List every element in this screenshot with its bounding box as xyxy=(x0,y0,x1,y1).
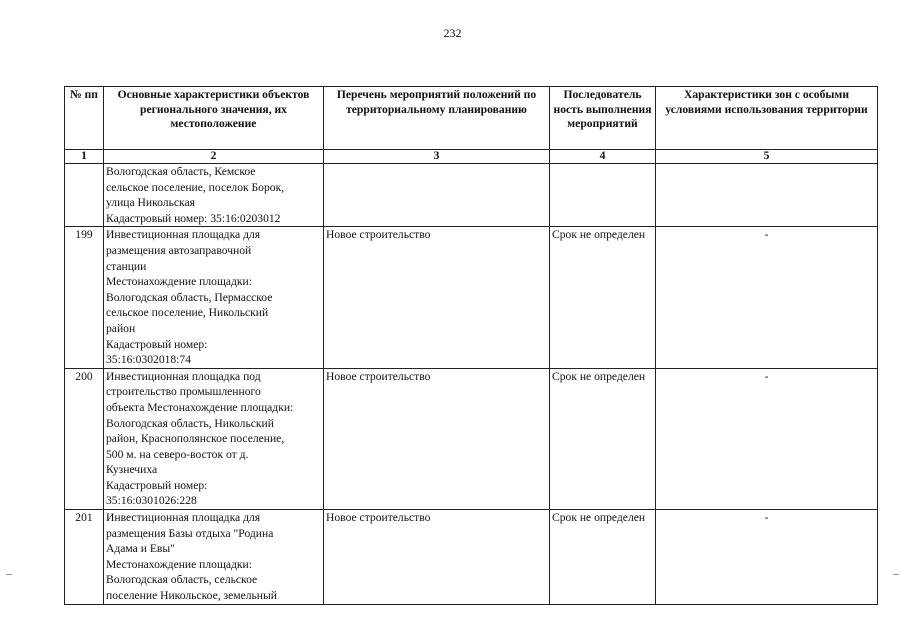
characteristics-line: Вологодская область, Пермасское xyxy=(106,290,273,304)
column-number-row xyxy=(65,150,878,164)
sequence-cell xyxy=(550,164,656,227)
characteristics-line: 35:16:0301026:228 xyxy=(106,494,197,508)
column-number: 2 xyxy=(104,150,324,164)
characteristics-line: Инвестиционная площадка для xyxy=(106,511,261,525)
row-number xyxy=(65,164,104,227)
zones-cell xyxy=(656,164,878,227)
characteristics-line: станции xyxy=(106,259,147,273)
characteristics-line: Инвестиционная площадка для xyxy=(106,228,261,242)
object-characteristics xyxy=(104,227,324,368)
characteristics-line: строительство промышленного xyxy=(106,385,261,399)
header-number: № пп xyxy=(65,87,104,150)
zones-cell: - xyxy=(656,510,878,605)
header-measures: Перечень мероприятий положений по территориальному планированию xyxy=(324,87,550,150)
object-characteristics xyxy=(104,368,324,509)
header-sequence: Последователь ность выполнения мероприятий xyxy=(550,87,656,150)
column-number: 1 xyxy=(65,150,104,164)
object-characteristics xyxy=(104,510,324,605)
column-number: 4 xyxy=(550,150,656,164)
characteristics-line: 500 м. на северо-восток от д. xyxy=(106,447,249,461)
characteristics-line: Вологодская область, Кемское xyxy=(106,165,256,178)
characteristics-line: Вологодская область, Никольский xyxy=(106,416,274,430)
characteristics-line: размещения автозаправочной xyxy=(106,243,252,257)
scan-edge-mark-right xyxy=(893,574,899,575)
characteristics-line: Местонахождение площадки: xyxy=(106,275,252,289)
characteristics-line: объекта Местонахождение площадки: xyxy=(106,400,294,414)
object-characteristics xyxy=(104,164,324,227)
sequence-cell: Срок не определен xyxy=(550,368,656,509)
characteristics-line: улица Никольская xyxy=(106,196,195,210)
characteristics-line: поселение Никольское, земельный xyxy=(106,589,277,603)
characteristics-line: Вологодская область, сельское xyxy=(106,573,258,587)
characteristics-line: Адама и Евы" xyxy=(106,542,175,556)
column-number: 5 xyxy=(656,150,878,164)
characteristics-line: 35:16:0302018:74 xyxy=(106,353,192,367)
measures-cell xyxy=(324,164,550,227)
territorial-planning-table xyxy=(64,86,878,605)
measures-cell: Новое строительство xyxy=(324,368,550,509)
header-characteristics: Основные характеристики объектов регионального значения, их местоположение xyxy=(104,87,324,150)
row-number: 199 xyxy=(65,227,104,368)
table-row xyxy=(65,227,878,368)
characteristics-line: Кузнечиха xyxy=(106,463,158,477)
characteristics-line: район xyxy=(106,321,136,335)
characteristics-line: сельское поселение, поселок Борок, xyxy=(106,180,285,194)
characteristics-line: Кадастровый номер: xyxy=(106,337,208,351)
sequence-cell: Срок не определен xyxy=(550,227,656,368)
characteristics-line: размещения Базы отдыха "Родина xyxy=(106,526,274,540)
characteristics-line: Местонахождение площадки: xyxy=(106,557,252,571)
table-row xyxy=(65,510,878,605)
column-number: 3 xyxy=(324,150,550,164)
characteristics-line: Инвестиционная площадка под xyxy=(106,369,261,383)
table-row xyxy=(65,368,878,509)
characteristics-line: Кадастровый номер: xyxy=(106,478,208,492)
row-number: 200 xyxy=(65,368,104,509)
measures-cell: Новое строительство xyxy=(324,227,550,368)
sequence-cell: Срок не определен xyxy=(550,510,656,605)
table-row xyxy=(65,164,878,227)
characteristics-line: сельское поселение, Никольский xyxy=(106,306,269,320)
page-number: 232 xyxy=(443,26,462,40)
row-number: 201 xyxy=(65,510,104,605)
zones-cell: - xyxy=(656,227,878,368)
characteristics-line: Кадастровый номер: 35:16:0203012 xyxy=(106,211,281,225)
zones-cell: - xyxy=(656,368,878,509)
scan-edge-mark-left xyxy=(6,574,12,575)
characteristics-line: район, Краснополянское поселение, xyxy=(106,432,285,446)
table-header-row xyxy=(65,87,878,150)
measures-cell: Новое строительство xyxy=(324,510,550,605)
header-zones: Характеристики зон с особыми условиями использования территории xyxy=(656,87,878,150)
